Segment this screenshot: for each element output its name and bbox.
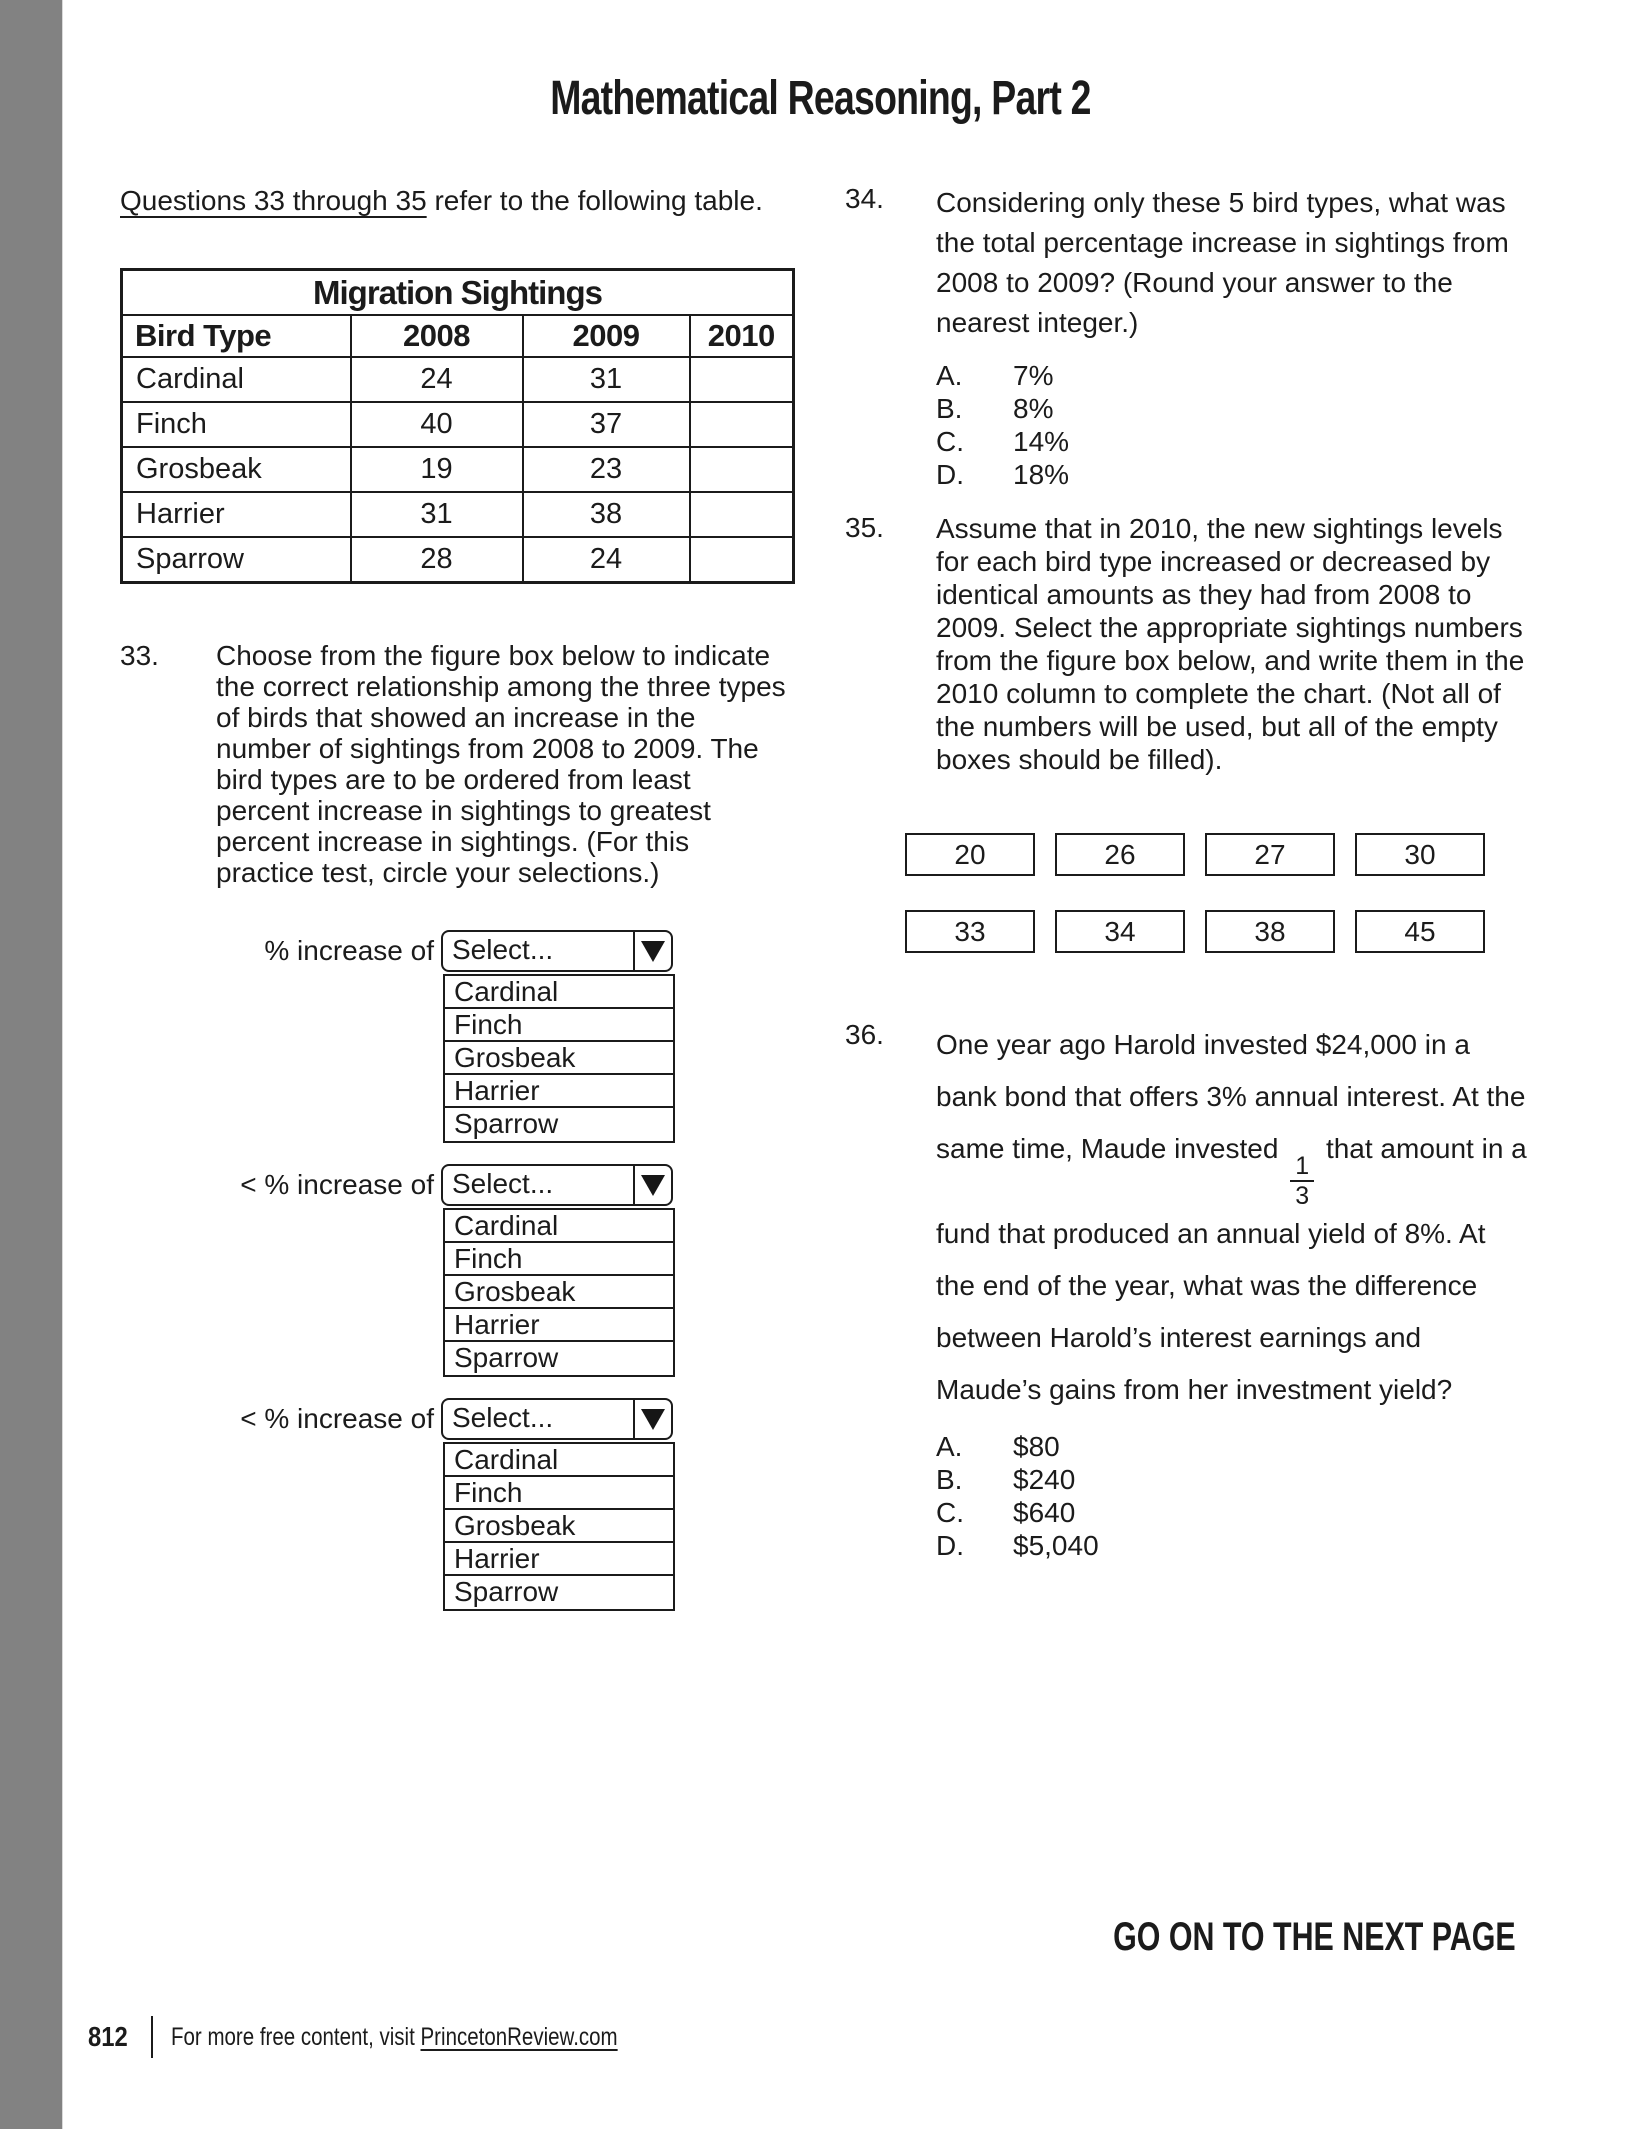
choice-b [936,392,1545,425]
dropdown-label: % increase of [264,935,434,966]
page-title [0,73,1640,125]
dropdown-option[interactable]: Sparrow [454,1576,559,1607]
table-title: Migration Sightings [122,270,794,316]
choice-value: 7% [1013,360,1054,391]
percent-increase-options-2 [443,1208,675,1377]
fraction-denominator: 3 [1295,1182,1310,1210]
question-number: 35. [845,512,884,543]
table-row [122,492,794,537]
answer-choices [936,359,1545,491]
dropdown-option[interactable]: Cardinal [445,976,673,1009]
empty-2010-cell [690,492,794,537]
bird-name-cell: Grosbeak [122,447,351,492]
bird-name-cell: Finch [122,402,351,447]
percent-increase-select-3[interactable] [441,1398,673,1440]
choice-value: $80 [1013,1431,1060,1462]
col-header-2009: 2009 [523,315,690,357]
choice-b [936,1463,1545,1496]
choice-d [936,458,1545,491]
intro-rest: refer to the following table. [426,185,763,216]
figure-number-box: 27 [1205,833,1335,876]
choice-d [936,1529,1545,1562]
value-cell: 24 [351,357,523,402]
figure-number-box: 26 [1055,833,1185,876]
value-cell: 38 [523,492,690,537]
dropdown-option[interactable]: Finch [445,1243,673,1276]
empty-2010-cell [690,357,794,402]
page-number: 812 [88,2021,128,2052]
value-cell: 37 [523,402,690,447]
intro-text [120,181,768,221]
select-value: Select... [452,934,554,965]
choice-value: 18% [1013,459,1070,490]
table-row [122,537,794,583]
bird-name-cell: Cardinal [122,357,351,402]
choice-value: $240 [1013,1464,1076,1495]
question-33 [120,640,800,888]
value-cell: 31 [523,357,690,402]
dropdown-option[interactable]: Finch [445,1477,673,1510]
value-cell: 23 [523,447,690,492]
choice-letter: D. [936,1530,964,1561]
percent-increase-options-3 [443,1442,675,1611]
fraction-numerator: 1 [1295,1152,1310,1180]
dropdown-row-1 [120,930,673,972]
figure-number-box: 30 [1355,833,1485,876]
figure-box-row-1 [905,833,1485,876]
dropdown-label: < % increase of [240,1169,434,1200]
question-35 [845,512,1545,776]
select-arrow-button[interactable] [633,932,671,970]
footer-text-label: For more free content, visit [170,2022,421,2051]
select-arrow-button[interactable] [633,1166,671,1204]
dropdown-option[interactable]: Grosbeak [445,1276,673,1309]
question-text [936,1019,1532,1416]
table-row [122,357,794,402]
dropdown-option[interactable]: Cardinal [445,1210,673,1243]
choice-value: $5,040 [1013,1530,1099,1561]
question-number: 34. [845,183,884,214]
value-cell: 19 [351,447,523,492]
empty-2010-cell [690,402,794,447]
bird-name-cell: Harrier [122,492,351,537]
dropdown-option[interactable]: Harrier [445,1543,673,1576]
empty-2010-cell [690,447,794,492]
question-34 [845,183,1545,491]
dropdown-option[interactable]: Grosbeak [445,1042,673,1075]
figure-number-box: 38 [1205,910,1335,953]
page-footer [88,2014,715,2060]
dropdown-label: < % increase of [240,1403,434,1434]
col-header-2008: 2008 [351,315,523,357]
question-number: 36. [845,1019,884,1050]
page-edge-strip [0,0,63,2129]
dropdown-row-2 [120,1164,673,1206]
choice-value: 8% [1013,393,1054,424]
question-text-after-fraction: that amount in a fund that produced an annual yield of 8%. At the end of the year, what was the difference between Harold’s interest earnings and Maude’s gains from her investment yield? [936,1133,1527,1405]
figure-box-row-2 [905,910,1485,953]
choice-a [936,1430,1545,1463]
migration-sightings-table [120,268,795,584]
empty-2010-cell [690,537,794,583]
col-header-bird-type: Bird Type [122,315,351,357]
dropdown-arrow-icon [641,1409,665,1430]
dropdown-option[interactable]: Sparrow [454,1108,559,1139]
select-value: Select... [452,1168,554,1199]
question-text: Considering only these 5 bird types, what was the total percentage increase in sightings from 2008 to 2009? (Round your answer to the nearest integer.) [936,187,1509,338]
choice-c [936,425,1545,458]
choice-a [936,359,1545,392]
figure-number-box: 34 [1055,910,1185,953]
choice-letter: A. [936,1431,963,1462]
choice-c [936,1496,1545,1529]
intro-underlined-phrase: Questions 33 through 35 [120,185,427,216]
percent-increase-select-1[interactable] [441,930,673,972]
table-row [122,402,794,447]
go-on-instruction [986,1914,1516,1960]
select-arrow-button[interactable] [633,1400,671,1438]
dropdown-arrow-icon [641,1175,665,1196]
choice-letter: C. [936,1497,964,1528]
choice-letter: A. [936,360,963,391]
percent-increase-options-1 [443,974,675,1143]
dropdown-option[interactable]: Sparrow [454,1342,559,1373]
table-row [122,447,794,492]
fraction-one-third [1290,1154,1314,1208]
dropdown-option[interactable]: Grosbeak [445,1510,673,1543]
col-header-2010: 2010 [690,315,794,357]
choice-letter: C. [936,426,964,457]
question-text-before-fraction: One year ago Harold invested $24,000 in a bank bond that offers 3% annual interest. At the same time, Maude invested [936,1029,1526,1164]
answer-choices [936,1430,1545,1562]
dropdown-option[interactable]: Harrier [445,1075,673,1108]
dropdown-row-3 [120,1398,673,1440]
figure-number-box: 20 [905,833,1035,876]
footer-text [171,2023,618,2052]
page-title-text: Mathematical Reasoning, Part 2 [549,72,1091,126]
percent-increase-select-2[interactable] [441,1164,673,1206]
question-text: Choose from the figure box below to indicate the correct relationship among the three types of birds that showed an increase in the number of sightings from 2008 to 2009. The bird types are to be ordered from least percent increase in sightings to greatest percent increase in sightings. (For this practice test, circle your selections.) [216,640,786,888]
value-cell: 24 [523,537,690,583]
value-cell: 40 [351,402,523,447]
question-number: 33. [120,640,159,671]
dropdown-option[interactable]: Finch [445,1009,673,1042]
princeton-review-link[interactable]: PrincetonReview.com [420,2022,618,2051]
dropdown-option[interactable]: Harrier [445,1309,673,1342]
question-36 [845,1019,1545,1562]
footer-divider [151,2016,153,2058]
figure-number-box: 45 [1355,910,1485,953]
dropdown-arrow-icon [641,941,665,962]
go-on-text: GO ON TO THE NEXT PAGE [1113,1915,1516,1959]
bird-name-cell: Sparrow [122,537,351,583]
value-cell: 31 [351,492,523,537]
select-value: Select... [452,1402,554,1433]
value-cell: 28 [351,537,523,583]
dropdown-option[interactable]: Cardinal [445,1444,673,1477]
choice-letter: B. [936,393,963,424]
choice-value: $640 [1013,1497,1076,1528]
choice-value: 14% [1013,426,1070,457]
choice-letter: D. [936,459,964,490]
question-text: Assume that in 2010, the new sightings levels for each bird type increased or decreased by identical amounts as they had from 2008 to 2009. Select the appropriate sightings numbers from the figure box below, and write them in the 2010 column to complete the chart. (Not all of the numbers will be used, but all of the empty boxes should be filled). [936,513,1525,775]
figure-number-box: 33 [905,910,1035,953]
choice-letter: B. [936,1464,963,1495]
